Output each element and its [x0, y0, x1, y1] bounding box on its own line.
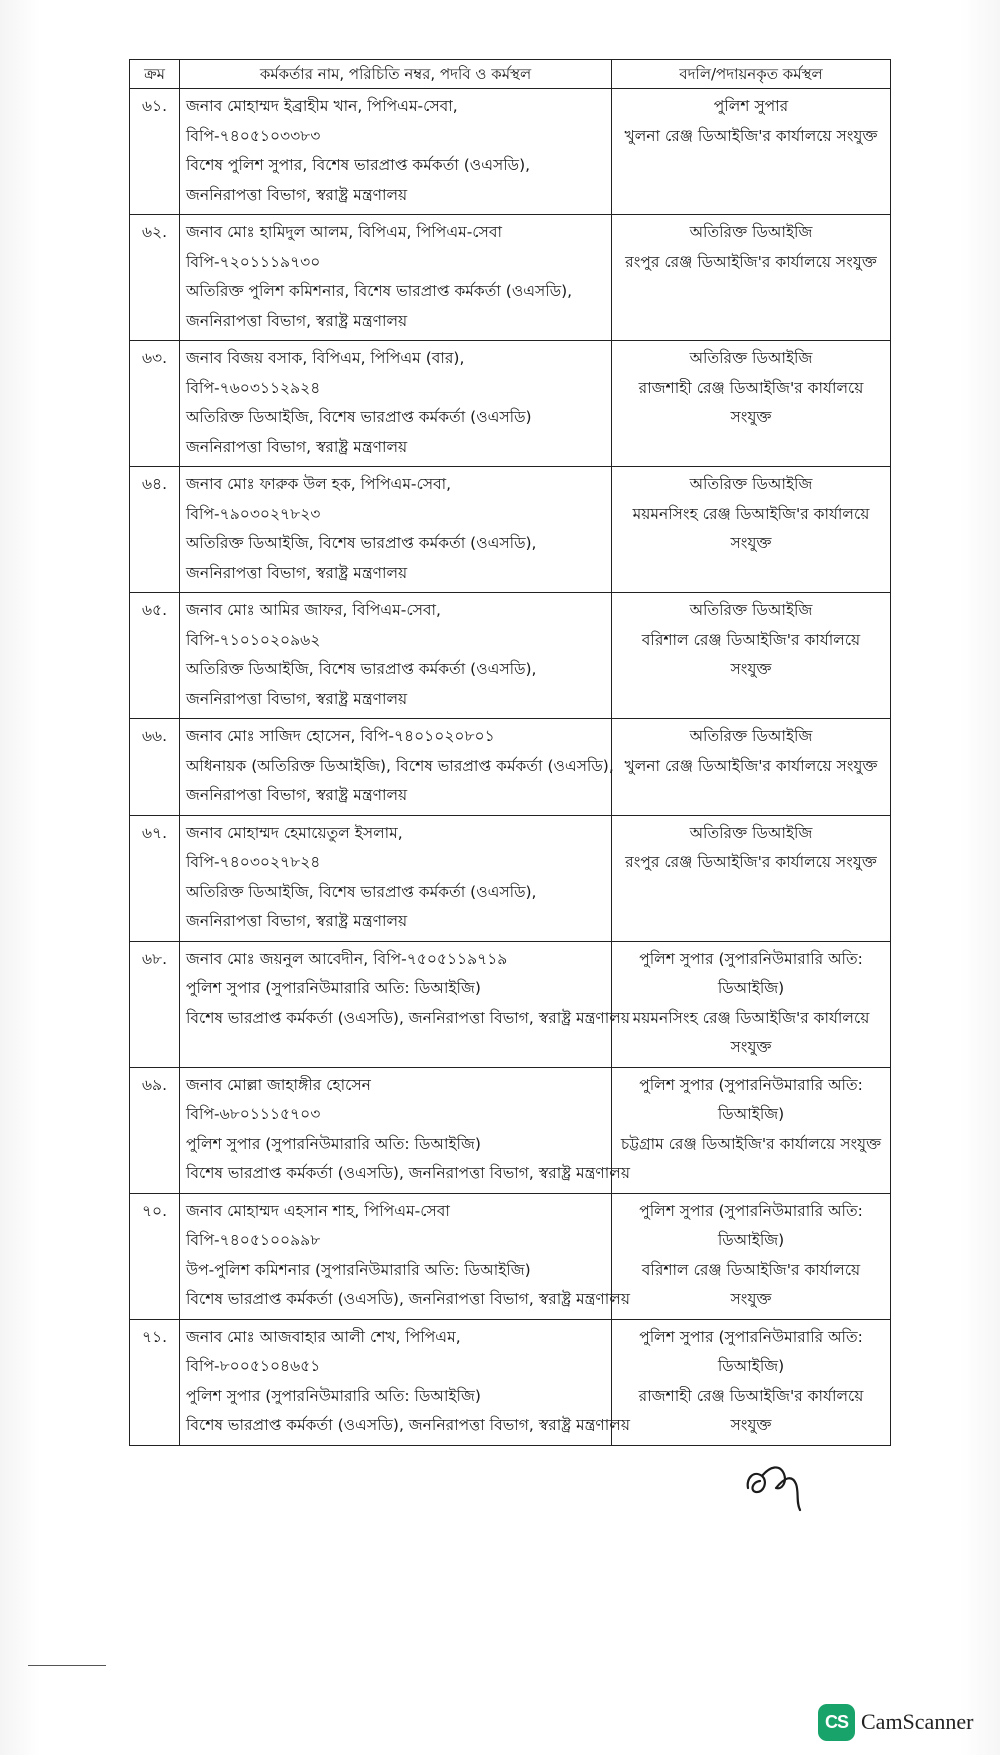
officer-details-line: জননিরাপত্তা বিভাগ, স্বরাষ্ট্র মন্ত্রণালয়	[186, 689, 408, 708]
table-row	[130, 941, 891, 1067]
footer-rule	[28, 1665, 106, 1666]
officer-details-line: বিশেষ পুলিশ সুপার, বিশেষ ভারপ্রাপ্ত কর্মকর্তা (ওএসডি),	[186, 156, 531, 174]
officer-details-cell	[180, 341, 612, 467]
posting-line: রাজশাহী রেঞ্জ ডিআইজি'র কার্যালয়ে	[638, 378, 864, 397]
officer-details-line: অতিরিক্ত ডিআইজি, বিশেষ ভারপ্রাপ্ত কর্মকর্তা (ওএসডি),	[186, 882, 537, 901]
posting-line: ডিআইজি)	[717, 1105, 785, 1123]
table-header-row	[130, 60, 891, 89]
officer-details-line: জনাব মোহাম্মদ ইব্রাহীম খান, পিপিএম-সেবা,	[186, 97, 458, 115]
posting-cell	[612, 1319, 891, 1445]
officer-details-line: বিপি-৭৬০৩১১২৯২৪	[186, 378, 321, 397]
posting-line: খুলনা রেঞ্জ ডিআইজি'র কার্যালয়ে সংযুক্ত	[624, 126, 878, 145]
posting-line: সংযুক্ত	[730, 660, 772, 678]
serial-cell	[130, 215, 180, 341]
camscanner-watermark	[818, 1700, 973, 1744]
serial-cell	[130, 1193, 180, 1319]
posting-line: অতিরিক্ত ডিআইজি	[689, 349, 813, 367]
posting-cell	[612, 941, 891, 1067]
table-row	[130, 1319, 891, 1445]
serial-cell	[130, 815, 180, 941]
posting-line: সংযুক্ত	[730, 1290, 772, 1308]
header-posting: বদলি/পদায়নকৃত কর্মস্থল	[612, 60, 891, 89]
table-row	[130, 1067, 891, 1193]
posting-line: সংযুক্ত	[730, 1416, 772, 1434]
table-row	[130, 593, 891, 719]
officer-details-line: জনাব মোহাম্মদ হেমায়েতুল ইসলাম,	[186, 823, 403, 842]
officer-details-line: জননিরাপত্তা বিভাগ, স্বরাষ্ট্র মন্ত্রণালয়	[186, 437, 408, 456]
officer-details-line: জননিরাপত্তা বিভাগ, স্বরাষ্ট্র মন্ত্রণালয়	[186, 563, 408, 582]
officer-details-line: বিশেষ ভারপ্রাপ্ত কর্মকর্তা (ওএসডি), জননিরাপত্তা বিভাগ, স্বরাষ্ট্র মন্ত্রণালয়	[186, 1164, 630, 1182]
table-row	[130, 1193, 891, 1319]
posting-line: পুলিশ সুপার (সুপারনিউমারারি অতি:	[639, 949, 863, 968]
serial-number: ৭০.	[141, 1201, 168, 1220]
officer-details-line: বিপি-৭৪০৩০২৭৮২৪	[186, 853, 321, 871]
posting-line: ময়মনসিংহ রেঞ্জ ডিআইজি'র কার্যালয়ে	[632, 1008, 870, 1027]
officer-details-line: বিপি-৬৮০১১১৫৭০৩	[186, 1105, 321, 1123]
officer-details-line: অতিরিক্ত ডিআইজি, বিশেষ ভারপ্রাপ্ত কর্মকর্তা (ওএসডি),	[186, 660, 537, 678]
officer-details-line: অতিরিক্ত ডিআইজি, বিশেষ ভারপ্রাপ্ত কর্মকর্তা (ওএসডি),	[186, 534, 537, 552]
serial-cell	[130, 593, 180, 719]
posting-line: চট্টগ্রাম রেঞ্জ ডিআইজি'র কার্যালয়ে সংযুক্ত	[620, 1134, 882, 1153]
posting-cell	[612, 341, 891, 467]
serial-number: ৬৯.	[141, 1075, 168, 1094]
officer-details-line: জনাব মোঃ জয়নুল আবেদীন, বিপি-৭৫০৫১১৯৭১৯	[186, 949, 508, 968]
posting-cell	[612, 1193, 891, 1319]
posting-line: বরিশাল রেঞ্জ ডিআইজি'র কার্যালয়ে	[641, 630, 861, 649]
officer-details-line: বিশেষ ভারপ্রাপ্ত কর্মকর্তা (ওএসডি), জননিরাপত্তা বিভাগ, স্বরাষ্ট্র মন্ত্রণালয়	[186, 1416, 630, 1434]
serial-cell	[130, 1067, 180, 1193]
officer-details-line: জনাব মোঃ আমির জাফর, বিপিএম-সেবা,	[186, 601, 441, 619]
officer-details-cell	[180, 1193, 630, 1319]
posting-line: পুলিশ সুপার (সুপারনিউমারারি অতি:	[639, 1075, 863, 1094]
serial-number: ৬১.	[141, 97, 168, 115]
officer-details-line: পুলিশ সুপার (সুপারনিউমারারি অতি: ডিআইজি)	[186, 1134, 481, 1153]
officer-details-line: জননিরাপত্তা বিভাগ, স্বরাষ্ট্র মন্ত্রণালয়	[186, 311, 408, 330]
officer-details-line: জনাব মোঃ হামিদুল আলম, বিপিএম, পিপিএম-সেবা	[186, 223, 502, 241]
serial-number: ৬২.	[141, 223, 168, 241]
officer-details-line: জনাব বিজয় বসাক, বিপিএম, পিপিএম (বার),	[186, 349, 465, 367]
officer-details-cell	[180, 941, 630, 1067]
officer-details-line: বিশেষ ভারপ্রাপ্ত কর্মকর্তা (ওএসডি), জননিরাপত্তা বিভাগ, স্বরাষ্ট্র মন্ত্রণালয়	[186, 1008, 630, 1027]
posting-cell	[612, 1067, 891, 1193]
officer-details-cell	[180, 1319, 630, 1445]
posting-cell	[612, 815, 891, 941]
officer-details-line: জননিরাপত্তা বিভাগ, স্বরাষ্ট্র মন্ত্রণালয়	[186, 912, 408, 930]
posting-line: রংপুর রেঞ্জ ডিআইজি'র কার্যালয়ে সংযুক্ত	[625, 853, 877, 871]
serial-cell	[130, 719, 180, 816]
serial-cell	[130, 467, 180, 593]
posting-cell	[612, 215, 891, 341]
table-row	[130, 467, 891, 593]
officer-details-cell	[180, 719, 612, 816]
officer-details-cell	[180, 215, 612, 341]
officer-details-line: অধিনায়ক (অতিরিক্ত ডিআইজি), বিশেষ ভারপ্রাপ্ত কর্মকর্তা (ওএসডি),	[186, 756, 614, 775]
posting-line: সংযুক্ত	[730, 1038, 772, 1056]
serial-number: ৬৭.	[141, 823, 168, 842]
officer-details-cell	[180, 89, 612, 215]
serial-cell	[130, 1319, 180, 1445]
posting-cell	[612, 719, 891, 816]
posting-line: অতিরিক্ত ডিআইজি	[689, 223, 813, 241]
officer-details-line: জনাব মোঃ সাজিদ হোসেন, বিপি-৭৪০১০২০৮০১	[186, 727, 495, 745]
posting-line: সংযুক্ত	[730, 534, 772, 552]
officer-details-line: বিপি-৭২০১১১৯৭৩০	[186, 252, 321, 271]
table-row	[130, 341, 891, 467]
serial-number: ৬৪.	[141, 475, 168, 493]
officer-details-line: জনাব মোঃ আজবাহার আলী শেখ, পিপিএম,	[186, 1327, 461, 1346]
posting-cell	[612, 593, 891, 719]
serial-cell	[130, 941, 180, 1067]
posting-line: ডিআইজি)	[717, 1357, 785, 1375]
serial-number: ৬৮.	[141, 949, 168, 968]
camscanner-logo: CS	[818, 1704, 855, 1741]
officer-details-line: জননিরাপত্তা বিভাগ, স্বরাষ্ট্র মন্ত্রণালয়	[186, 786, 408, 804]
officer-details-cell	[180, 593, 612, 719]
signature-mark	[740, 1448, 810, 1518]
posting-line: বরিশাল রেঞ্জ ডিআইজি'র কার্যালয়ে	[641, 1260, 861, 1279]
posting-line: ডিআইজি)	[717, 979, 785, 997]
serial-number: ৭১.	[141, 1327, 168, 1346]
table-row	[130, 815, 891, 941]
posting-line: অতিরিক্ত ডিআইজি	[689, 601, 813, 619]
officer-details-line: পুলিশ সুপার (সুপারনিউমারারি অতি: ডিআইজি)	[186, 1386, 481, 1405]
posting-line: ময়মনসিংহ রেঞ্জ ডিআইজি'র কার্যালয়ে	[632, 504, 870, 523]
officer-details-line: অতিরিক্ত ডিআইজি, বিশেষ ভারপ্রাপ্ত কর্মকর্তা (ওএসডি)	[186, 408, 532, 426]
posting-line: ডিআইজি)	[717, 1231, 785, 1249]
officer-details-line: অতিরিক্ত পুলিশ কমিশনার, বিশেষ ভারপ্রাপ্ত কর্মকর্তা (ওএসডি),	[186, 282, 573, 300]
officer-details-line: উপ-পুলিশ কমিশনার (সুপারনিউমারারি অতি: ডিআইজি)	[186, 1260, 531, 1279]
officer-details-line: পুলিশ সুপার (সুপারনিউমারারি অতি: ডিআইজি)	[186, 979, 481, 997]
officer-details-line: বিপি-৭৯০৩০২৭৮২৩	[186, 504, 321, 523]
serial-number: ৬৫.	[141, 601, 168, 619]
officer-details-line: বিশেষ ভারপ্রাপ্ত কর্মকর্তা (ওএসডি), জননিরাপত্তা বিভাগ, স্বরাষ্ট্র মন্ত্রণালয়	[186, 1290, 630, 1308]
camscanner-brand: CamScanner	[861, 1709, 974, 1734]
posting-line: পুলিশ সুপার (সুপারনিউমারারি অতি:	[639, 1327, 863, 1346]
table-row	[130, 215, 891, 341]
serial-cell	[130, 89, 180, 215]
posting-line: রংপুর রেঞ্জ ডিআইজি'র কার্যালয়ে সংযুক্ত	[625, 252, 877, 271]
posting-line: খুলনা রেঞ্জ ডিআইজি'র কার্যালয়ে সংযুক্ত	[624, 756, 878, 775]
serial-cell	[130, 341, 180, 467]
officer-details-line: বিপি-৭৪০৫১০০৯৯৮	[186, 1231, 321, 1249]
officer-details-line: বিপি-৭১০১০২০৯৬২	[186, 630, 321, 649]
posting-cell	[612, 89, 891, 215]
officer-details-cell	[180, 467, 612, 593]
header-officer-details: কর্মকর্তার নাম, পরিচিতি নম্বর, পদবি ও কর্মস্থল	[180, 60, 612, 89]
table-row	[130, 719, 891, 816]
serial-number: ৬৩.	[141, 349, 168, 367]
officer-details-line: জননিরাপত্তা বিভাগ, স্বরাষ্ট্র মন্ত্রণালয়	[186, 185, 408, 204]
officer-details-cell	[180, 815, 612, 941]
officer-details-line: বিপি-৮০০৫১০৪৬৫১	[186, 1357, 321, 1375]
posting-line: সংযুক্ত	[730, 408, 772, 426]
officer-details-line: জনাব মোঃ ফারুক উল হক, পিপিএম-সেবা,	[186, 475, 452, 493]
posting-cell	[612, 467, 891, 593]
posting-line: অতিরিক্ত ডিআইজি	[689, 823, 813, 842]
posting-line: রাজশাহী রেঞ্জ ডিআইজি'র কার্যালয়ে	[638, 1386, 864, 1405]
officer-details-cell	[180, 1067, 630, 1193]
serial-number: ৬৬.	[141, 727, 168, 745]
table-body	[130, 89, 891, 1446]
table-row	[130, 89, 891, 215]
transfer-order-table	[129, 59, 891, 1446]
officer-details-line: বিপি-৭৪০৫১০৩৩৮৩	[186, 126, 321, 145]
officer-details-line: জনাব মোল্লা জাহাঙ্গীর হোসেন	[186, 1075, 371, 1094]
posting-line: পুলিশ সুপার	[713, 97, 789, 115]
posting-line: অতিরিক্ত ডিআইজি	[689, 475, 813, 493]
officer-details-line: জনাব মোহাম্মদ এহসান শাহ, পিপিএম-সেবা	[186, 1201, 450, 1220]
header-serial: ক্রম	[130, 60, 180, 89]
posting-line: অতিরিক্ত ডিআইজি	[689, 727, 813, 745]
posting-line: পুলিশ সুপার (সুপারনিউমারারি অতি:	[639, 1201, 863, 1220]
